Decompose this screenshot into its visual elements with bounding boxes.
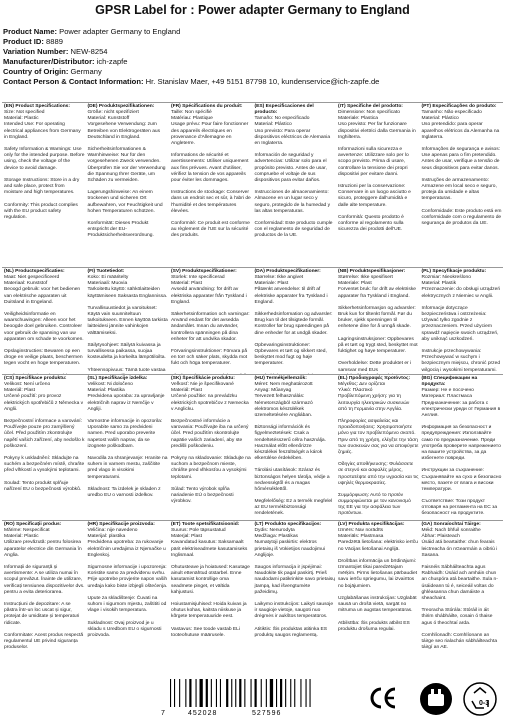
- lang-bg: (BG) Спецификации на продукта: Размер: Не е посочено Материал: Пластмаса Предназначение: за работа с електрически уреди от Германия в Англия. Информация за безопасност и предупреждения: Използвайте само по предназначение. Преди употреба проверете напрежението на вашите устройства, за да избегнете повреди. Инструкции за съхранение: Съхранявайте на сухо и безопасно място, пазете от влага и високи температури. Съответствие: Този продукт отговаря на регламента на ЕС за безопасност на продуктите.: [421, 376, 502, 517]
- barcode-bar: [196, 679, 197, 707]
- language-row: [2, 374, 503, 520]
- barcode-bar: [261, 679, 262, 707]
- barcode-digits-group1: 452028: [188, 710, 218, 717]
- footer: [0, 677, 505, 720]
- lang-lt: (LT) Produkto specifikacijos: Dydis: Nenurodyta Medžiaga: Plastikas Numatytoji paskirtis: elektros prietaisų iš Vokietijos naudojimui Anglijoje. Saugos informacija ir įspėjimai: Naudokite tik pagal paskirtį. Prieš naudodami patikrinkite savo prietaisų įtampą, kad išvengtumėte pažeidimų. Laikymo instrukcijos: Laikyti sausoje ir saugioje vietoje, saugoti nuo drėgmės ir aukštos temperatūros. Atitiktis: Šis produktas atitinka ES produktų saugos reglamentą.: [254, 522, 335, 638]
- barcode-bar: [170, 679, 171, 707]
- barcode-bar: [220, 679, 221, 707]
- lang-ro: (RO) Specificații produs: Mărime: Nespecificat Material: Plastic Utilizare prevăzută: pentru folosirea aparatelor electrice din Germania în Anglia. Informații de siguranță și avertismente: A se utiliza numai în scopul prevăzut. Înainte de utilizare, verificați tensiunea dispozitivelor dvs. pentru a evita deteriorarea. Instrucțiuni de depozitare: A se păstra într-un loc uscat și sigur, protejat de umiditate și temperaturi ridicate. Conformitate: Acest produs respectă regulamentul UE privind siguranța produselor.: [4, 522, 85, 651]
- lang-cs: (CS) Specifikace produktu: Velikost: Není určeno Materiál: Plast Určené použití: pro provoz elektrických spotřebičů z Německa v Anglii. Bezpečnostní informace a varování: Používejte pouze pro zamýšlený účel. Před použitím zkontrolujte napětí vašich zařízení, aby nedošlo k poškození. Pokyny k uskladnění: Skladujte na suchém a bezpečném místě, chraňte před vlhkostí a vysokými teplotami. Soulad: Tento produkt splňuje nařízení EU o bezpečnosti výrobků.: [4, 376, 85, 492]
- barcode: [158, 679, 318, 717]
- barcode-bar: [200, 679, 203, 707]
- product-info: [3, 27, 502, 87]
- barcode-bar: [255, 679, 257, 707]
- language-grid: [2, 102, 503, 675]
- barcode-digits-group2: 527596: [252, 710, 282, 717]
- barcode-bar: [294, 679, 295, 707]
- barcode-bar: [189, 679, 191, 707]
- barcode-bar: [226, 679, 228, 707]
- language-row: [2, 102, 503, 267]
- lang-hr: (HR) Specifikacije proizvoda: Veličina: nije navedeno Materijal: plastika Predviđena upotreba: za rukovanje električnim uređajima iz Njemačke u Engleskoj. Sigurnosne informacije i upozorenja: Koristite samo za predviđenu svrhu. Prije upotrebe provjerite napon vaših uređaja kako biste izbjegli oštećenja. Upute za skladištenje: Čuvati na suhom i sigurnom mjestu, zaštititi od vlage i visokih temperatura. Sukladnost: Ovaj proizvod je u skladu s Uredbom EU o sigurnosti proizvoda.: [87, 522, 168, 638]
- barcode-bar: [206, 679, 208, 707]
- barcode-bar: [244, 679, 245, 707]
- lang-sk: (SK) Špecifikácie produktu: Veľkosť: Nie je špecifikované Materiál: Plast Určené použitie: na prevádzku elektrických spotrebičov z Nemecka v Anglicku. Bezpečnostné informácie a varovania: Používajte iba na určený účel. Pred použitím skontrolujte napätie vašich zariadení, aby ste predišli poškodeniu. Pokyny na skladovanie: Skladujte na suchom a bezpečnom mieste, chráňte pred vlhkosťou a vysokými teplotami. Súlad: Tento výrobok spĺňa nariadenie EÚ o bezpečnosti výrobkov.: [171, 376, 251, 505]
- barcode-bar: [266, 679, 267, 707]
- barcode-bar: [216, 679, 217, 707]
- lang-sl: (SL) Specifikacije izdelka: Velikost: Ni določeno Material: Plastika Predvidena uporaba: za upravljanje električnih naprav iz Nemčije v Angliji. Varnostne informacije in opozorila: Uporabite samo za predvideni namen. Pred uporabo preverite napetost vaših naprav, da se izognete poškodbam. Navodila za shranjevanje: Hranite na suhem in varnem mestu, zaščitite pred vlago in visokimi temperaturami. Skladnost: Ta izdelek je skladen z uredbo EU o varnosti izdelkov.: [87, 376, 168, 498]
- barcode-bar: [300, 679, 301, 707]
- barcode-bar: [276, 679, 277, 707]
- barcode-bar: [310, 679, 311, 707]
- barcode-bar: [179, 679, 180, 707]
- lang-hu: (HU) Termékjellemzők: Méret: Nem meghatározott Anyag: Műanyag Tervezett felhasználás: Németországból származó elektromos készülékek üzemeltetésére Angliában. Biztonsági információk és figyelmeztetések: Csak a rendeltetésszerű célra használja. Használat előtt ellenőrizze készülékei feszültségét a károk elkerülése érdekében. Tárolási utasítások: Száraz és biztonságos helyen tárolja, védje a nedvességtől és a magas hőmérséklettől. Megfelelőség: Ez a termék megfelel az EU termékbiztonsági rendeletének.: [254, 376, 333, 517]
- lang-fi: (FI) Tuotetiedot: Koko: Ei määritelty Materiaali: Muovia Tarkoitettu käyttö: sähkölaitteiden käyttämiseen Saksasta Englannissa. Turvallisuustiedot ja varoitukset: Käytä vain suunniteltuun tarkoitukseen. Ennen käyttöä tarkista laitteidesi jännite vahinkojen välttämiseksi. Säilytysohjeet: Säilytä kuivassa ja turvallisessa paikassa, suojaa kosteudelta ja korkeilta lämpötiloilta. Yhteensopivuus: Tämä tuote vastaa: [87, 269, 168, 373]
- lang-lv: (LV) Produkta specifikācijas: Izmērs: Nav norādīts Materiāls: Plastmasa Paredzētā lietošana: elektrisko ierīču no Vācijas lietošanai Anglijā. Drošības informācija un brīdinājumi: Izmantojiet tikai paredzētajam mērķim. Pirms lietošanas pārbaudiet savu ierīču spriegumu, lai izvairītos no bojājumiem. Uzglabāšanas instrukcijas: Uzglabāt sausā un drošā vietā, sargāt no mitruma un augstas temperatūras. Atbilstība: Šis produkts atbilst ES produktu drošuma regulai.: [338, 522, 418, 632]
- lang-en: (EN) Product Specifications: Size: Not specified Material: Plastic Intended Use: For operating electrical appliances from Germany in England. Safety Information & Warnings: Use only for the intended purpose. Before using, check the voltage of the device to avoid damage. Storage Instructions: Store in a dry and safe place, protect from moisture and high temperatures. Conformity: This product complies with the EU product safety regulation.: [4, 104, 85, 220]
- lang-sv: (SV) Produktspecifikationer: Storlek: Inte specificerad Material: Plast Avsedd användning: för drift av elektriska apparater från Tyskland i England. Säkerhetsinformation och varningar: Använd endast för det avsedda ändamålet. Innan du använder, kontrollera spänningen på dina enheter för att undvika skador. Förvaringsinstruktioner: Förvara på en torr och säker plats, skydda mot fukt och höga temperaturer.: [171, 269, 250, 367]
- lang-nl: (NL) Productspecificaties: Maat: Niet gespecificeerd Materiaal: Kunststof Beoogd gebruik: voor het bedienen van elektrische apparaten uit Duitsland in Engeland. Veiligheidsinformatie en waarschuwingen: Alleen voor het beoogde doel gebruiken. Controleer voor gebruik de spanning van uw apparaten om schade te voorkomen. Opslaginstructies: Bewaren op een droge en veilige plaats, beschermen tegen vocht en hoge temperaturen.: [4, 269, 84, 367]
- lang-de: (DE) Produktspezifikationen: Größe: nicht spezifiziert Material: Kunststoff Vorgesehene Verwendung: zum Betreiben von Elektrogeräten aus Deutschland in England. Sicherheitsinformationen & Warnhinweise: Nur für den vorgesehenen Zweck verwenden. Überprüfen Sie vor der Verwendung die Spannung Ihrer Geräte, um Schäden zu vermeiden. Lagerungshinweise: An einem trockenen und sicheren Ort aufbewahren, vor Feuchtigkeit und hohen Temperaturen schützen. Konformität: Dieses Produkt entspricht der EU-Produktsicherheitsverordnung.: [87, 104, 166, 239]
- lang-ga: (GA) Sonraíochtaí Táirge: Méid: Nach bhfuil sonraithe Ábhar: Plaisteach Úsáid atá beartaithe: chun fearais leictreacha ón nGearmáin a oibriú i Sasana. Faisnéis Sábháilteachta agus Rabhaidh: Úsáid ach amháin chun an chuspóra atá beartaithe. Sula n-úsáideann tú é, seiceáil voltas do ghléasanna chun damáiste a sheachaint. Treoracha Stórála: Stóráil in áit thirim shábháilte, cosain ó thaise agus ó theochtaí arda. Comhlíonadh: Comhlíonann an táirge seo rialachán sábháilteachta táirgí an AE.: [421, 522, 498, 651]
- language-row: [2, 267, 503, 374]
- barcode-bar: [251, 679, 252, 707]
- lang-el: (EL) Προδιαγραφές προϊόντος: Μέγεθος: Δεν ορίζεται Υλικό: Πλαστικό Προβλεπόμενη χρήση: για τη λειτουργία ηλεκτρικών συσκευών από τη Γερμανία στην Αγγλία. Πληροφορίες ασφαλείας και προειδοποιήσεις: Χρησιμοποιήστε μόνο για τον προβλεπόμενο σκοπό. Πριν από τη χρήση, ελέγξτε την τάση των συσκευών σας για να αποφύγετε ζημιές. Οδηγίες αποθήκευσης: Φυλάσσετε σε στεγνό και ασφαλές μέρος, προστατέψτε από την υγρασία και τις υψηλές θερμοκρασίες. Συμμόρφωση: Αυτό το προϊόν συμμορφώνεται με τον κανονισμό της ΕΕ για την ασφάλεια των προϊόντων.: [338, 376, 419, 517]
- recycle-icon: [462, 681, 498, 717]
- lang-es: (ES) Especificaciones del producto: Tamaño: No especificado Material: Plástico Uso previsto: Para operar dispositivos eléctricos de Alemania en Inglaterra. Información de seguridad y advertencias: Utilizar solo para el propósito previsto. Antes de usar, compruebe el voltaje de sus dispositivos para evitar daños. Instrucciones de almacenamiento: Almacene en un lugar seco y seguro, protegido de la humedad y las altas temperaturas. Conformidad: Este producto cumple con el reglamento de seguridad de productos de la UE.: [254, 104, 333, 239]
- svg-text:0-3: 0-3: [479, 700, 490, 707]
- barcode-bar: [235, 679, 236, 707]
- lang-it: (IT) Specifiche del prodotto: Dimensione: Non specificato Materiale: Plastica Uso previsto: Per far funzionare dispositivi elettrici dalla Germania in Inghilterra. Informazioni sulla sicurezza e avvertenze: Utilizzare solo per lo scopo previsto. Prima di usare, controllare la tensione dei propri dispositivi per evitare danni. Istruzioni per la conservazione: Conservare in un luogo asciutto e sicuro, proteggere dall'umidità e dalle alte temperature. Conformità: Questo prodotto è conforme al regolamento sulla sicurezza dei prodotti dell'UE.: [338, 104, 416, 233]
- language-row: [2, 520, 503, 675]
- ce-mark-icon: [368, 683, 398, 713]
- lang-pt: (PT) Especificações do produto: Tamanho: Não especificado Material: Plástico Uso pretendido: para operar aparelhos elétricos da Alemanha na Inglaterra. Informações de segurança e avisos: Use apenas para o fim pretendido. Antes de usar, verifique a tensão de seus dispositivos para evitar danos. Instruções de armazenamento: Armazene em local seco e seguro, proteja da umidade e altas temperaturas. Conformidade: Este produto está em conformidade com o regulamento de segurança de produtos da UE.: [421, 104, 502, 226]
- lang-da: (DA) Produktspecifikationer: Størrelse: Ikke angivet Materiale: Plast Påtænkt anvendelse: til drift af elektriske apparater fra Tyskland i England. Sikkerhedsinformation og advarsler: Brug kun til det tilsigtede formål. Kontroller før brug spændingen på dine enheder for at undgå skader. Opbevaringsinstruktioner: Opbevares et tørt og sikkert sted, beskyttet mod fugt og høje temperaturer.: [254, 269, 333, 367]
- barcode-bar: [174, 679, 175, 707]
- info-product-id: Product ID: 8889: [3, 37, 63, 46]
- info-manufacturer: Manufacturer/Distributor: ich-zapfe: [3, 57, 128, 66]
- adapter-icon: [418, 681, 454, 717]
- lang-pl: (PL) Specyfikacje produktu: Rozmiar: Nieokreślono Materiał: Plastik Przeznaczenie: do obsługi urządzeń elektrycznych z Niemiec w Anglii. Informacje dotyczące bezpieczeństwa i ostrzeżenia: Używać tylko zgodnie z przeznaczeniem. Przed użyciem sprawdź napięcie swoich urządzeń, aby uniknąć uszkodzeń. Instrukcje przechowywania: Przechowywać w suchym i bezpiecznym miejscu, chronić przed wilgocią i wysokimi temperaturami.: [421, 269, 501, 373]
- barcode-bar: [285, 679, 286, 707]
- info-contact: Contact Person & Contact Information: Hr. Stanislav Maer, +49 5151 87798 10, kundenservice@ich-zapfe.de: [3, 77, 380, 86]
- barcode-bar: [239, 679, 241, 707]
- info-variation-number: Variation Number: NEW-8254: [3, 47, 108, 56]
- lang-fr: (FR) Spécifications du produit: Taille: Non spécifié Matériau: Plastique Usage prévu: Pour faire fonctionner des appareils électriques en provenance d'Allemagne en Angleterre. Informations de sécurité et avertissements: Utiliser uniquement aux fins prévues. Avant d'utiliser, vérifiez la tension de vos appareils pour éviter les dommages. Instructions de stockage: Conserver dans un endroit sec et sûr, à l'abri de l'humidité et des températures élevées. Conformité: Ce produit est conforme au règlement de l'UE sur la sécurité des produits.: [171, 104, 251, 239]
- lang-nb: (NB) Produktspesifikasjoner: Størrelse: Ikke spesifisert Materiale: Plast Forventet bruk: for drift av elektriske apparater fra Tyskland i England. Sikkerhetsinformasjon og advarsler: Bruk kun for tiltenkt formål. Før du bruker, sjekk spenningen til enhetene dine for å unngå skade. Lagringsinstruksjoner: Oppbevares på et tørt og trygt sted, beskyttet mot fuktighet og høye temperaturer. Overholdelse: Dette produktet er i samsvar med EUs: [338, 269, 418, 373]
- barcode-bar: [270, 679, 273, 707]
- page-title: GPSR Label for : Power adapter Germany to England: [95, 3, 410, 17]
- lang-et: (ET) Toote spetsifikatsioonid: Suurus: Pole täpsustatud Materjal: Plast Kavandatud kasutus: Saksamaalt pärit elektriseadmete kasutamiseks Inglismaal. Ohutusteave ja hoiatused: Kasutage ainult ettenähtud otstarbel. Enne kasutamist kontrollige oma seadmete pinget, et vältida kahjustusi. Hoiustamisjuhised: Hoida kuivas ja ohutus kohas, kaitsta niiskuse ja kõrgete temperatuuride eest. Vastavus: See toode vastab ELi tooteohutuse määrusele.: [171, 522, 250, 638]
- barcode-bar: [185, 679, 186, 707]
- barcode-bar: [211, 679, 212, 707]
- barcode-digit-left: 7: [161, 710, 165, 717]
- barcode-bar: [231, 679, 232, 707]
- barcode-bar: [306, 679, 307, 707]
- barcode-bar: [290, 679, 291, 707]
- info-product-name: Product Name: Power adapter Germany to England: [3, 27, 181, 36]
- barcode-bar: [280, 679, 282, 707]
- info-country: Country of Origin: Germany: [3, 67, 102, 76]
